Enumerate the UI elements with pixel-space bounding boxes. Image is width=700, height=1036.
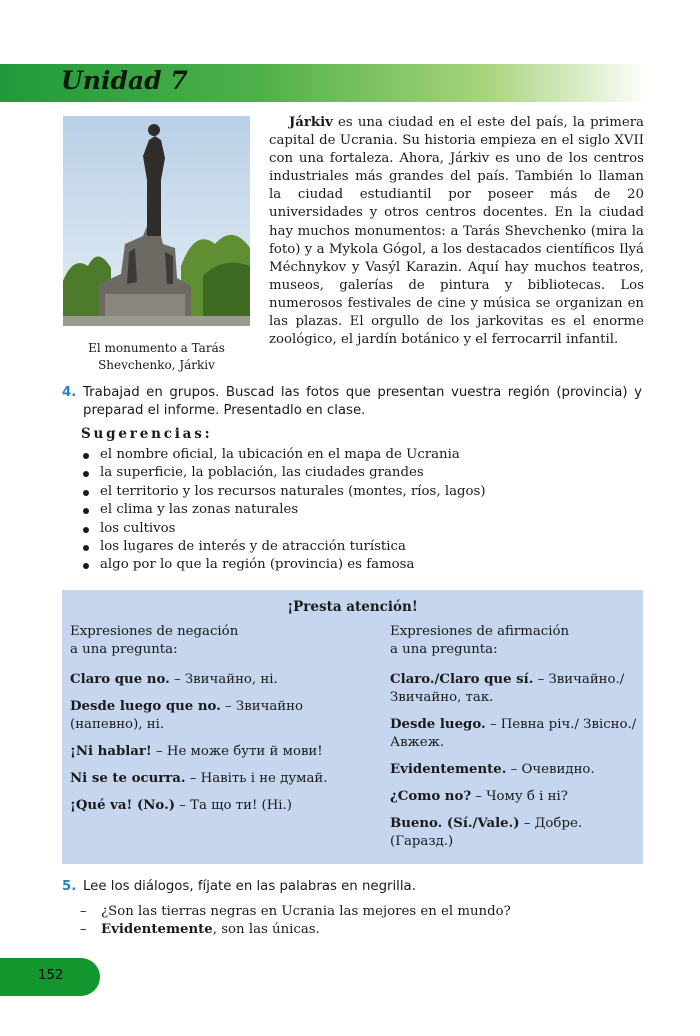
list-item: el territorio y los recursos naturales (montes, ríos, lagos) [81,483,486,501]
attention-box [62,590,643,864]
suggestions-list [81,446,486,575]
translation: – Чому б і ні? [471,789,568,804]
caption-line: Shevchenko, Járkiv [98,358,215,372]
dialog-line [80,921,511,939]
intro-text: es una ciudad en el este del país, la primera capital de Ucrania. Su historia empieza en el siglo XVII con una fortaleza. Ahora, Járkiv es uno de los centros industriales más grandes del país. También lo llaman la ciudad estudiantil por poseer más de 20 universidades y otros centros docentes. En la ciudad hay muchos monumentos: a Tarás Shevchenko (mira la foto) y a Mykola Gógol, a los destacados científicos Ilyá Méchnykov y Vasýl Karazin. Aquí hay muchos teatros, museos, galerías de pintura y bibliotecas. Los numerosos festivales de cine y música se organizan en las plazas. El orgullo de los jarkovitas es el enorme zoológico, el jardín botánico y el ferrocarril infantil. [269,115,644,348]
translation: – Не може бути й мови! [151,744,323,759]
dialog-lines [80,903,511,940]
task-5 [62,878,642,896]
expression: ¡Ni hablar! [70,744,152,759]
affirmation-header [390,623,638,659]
list-item: algo por lo que la región (provincia) es famosa [81,556,486,574]
expression-row [390,671,638,707]
photo-caption [63,340,250,374]
translation: – Очевидно. [506,762,595,777]
list-item: los lugares de interés y de atracción turística [81,538,486,556]
expression-row [70,698,340,734]
expression-row [70,797,370,815]
header-line: a una pregunta: [390,642,498,657]
monument-photo [63,116,250,326]
negation-header [70,623,370,659]
translation: – Та що ти! (Ні.) [175,798,292,813]
expression-row [390,815,638,851]
expression-row [70,770,370,788]
dialog-rest: , son las únicas. [212,922,320,938]
expression: Claro que no. [70,672,170,687]
header-line: Expresiones de afirmación [390,624,570,639]
expression: ¡Qué va! (No.) [70,798,175,813]
expression: Ni se te ocurra. [70,771,186,786]
list-item: los cultivos [81,520,486,538]
expression: Bueno. (Sí./Vale.) [390,816,520,831]
task-number: 4. [62,385,77,400]
translation: – Добре. (Гаразд.) [390,816,583,849]
task-4 [62,384,642,420]
suggestions-title: Sugerencias: [81,426,213,442]
affirmation-column [390,623,638,860]
intro-paragraph [269,114,644,349]
dialog-line: – ¿Son las tierras negras en Ucrania las mejores en el mundo? [80,903,511,921]
attention-title: ¡Presta atención! [287,599,418,615]
task-text: Trabajad en grupos. Buscad las fotos que presentan vuestra región (provincia) y preparad el informe. Presentadlo en clase. [83,385,642,418]
expression: ¿Como no? [390,789,472,804]
task-number: 5. [62,879,77,894]
translation: – Звичайно./ Звичайно, так. [390,672,625,705]
expression-row [390,788,638,806]
expression-row [390,761,638,779]
expression-row [70,671,370,689]
intro-lead: Járkiv [289,115,333,130]
negation-column [70,623,370,824]
translation: – Звичайно (напевно), ні. [70,699,304,732]
expression: Evidentemente. [390,762,507,777]
list-item: el nombre oficial, la ubicación en el mapa de Ucrania [81,446,486,464]
translation: – Звичайно, ні. [169,672,278,687]
translation: – Навіть і не думай. [185,771,328,786]
unit-title: Unidad 7 [61,66,188,95]
expression: Claro./Claro que sí. [390,672,534,687]
list-item: el clima y las zonas naturales [81,501,486,519]
list-item: la superficie, la población, las ciudades grandes [81,464,486,482]
expression-row [70,743,370,761]
header-line: a una pregunta: [70,642,178,657]
page-number: 152 [38,968,64,983]
dialog-bold-word: Evidentemente [101,922,213,938]
header-line: Expresiones de negación [70,624,239,639]
expression-row [390,716,638,752]
translation: – Певна річ./ Звісно./Авжеж. [390,717,637,750]
expression: Desde luego. [390,717,486,732]
expression: Desde luego que no. [70,699,221,714]
caption-line: El monumento a Tarás [88,341,225,355]
task-text: Lee los diálogos, fíjate en las palabras en negrilla. [83,879,416,894]
